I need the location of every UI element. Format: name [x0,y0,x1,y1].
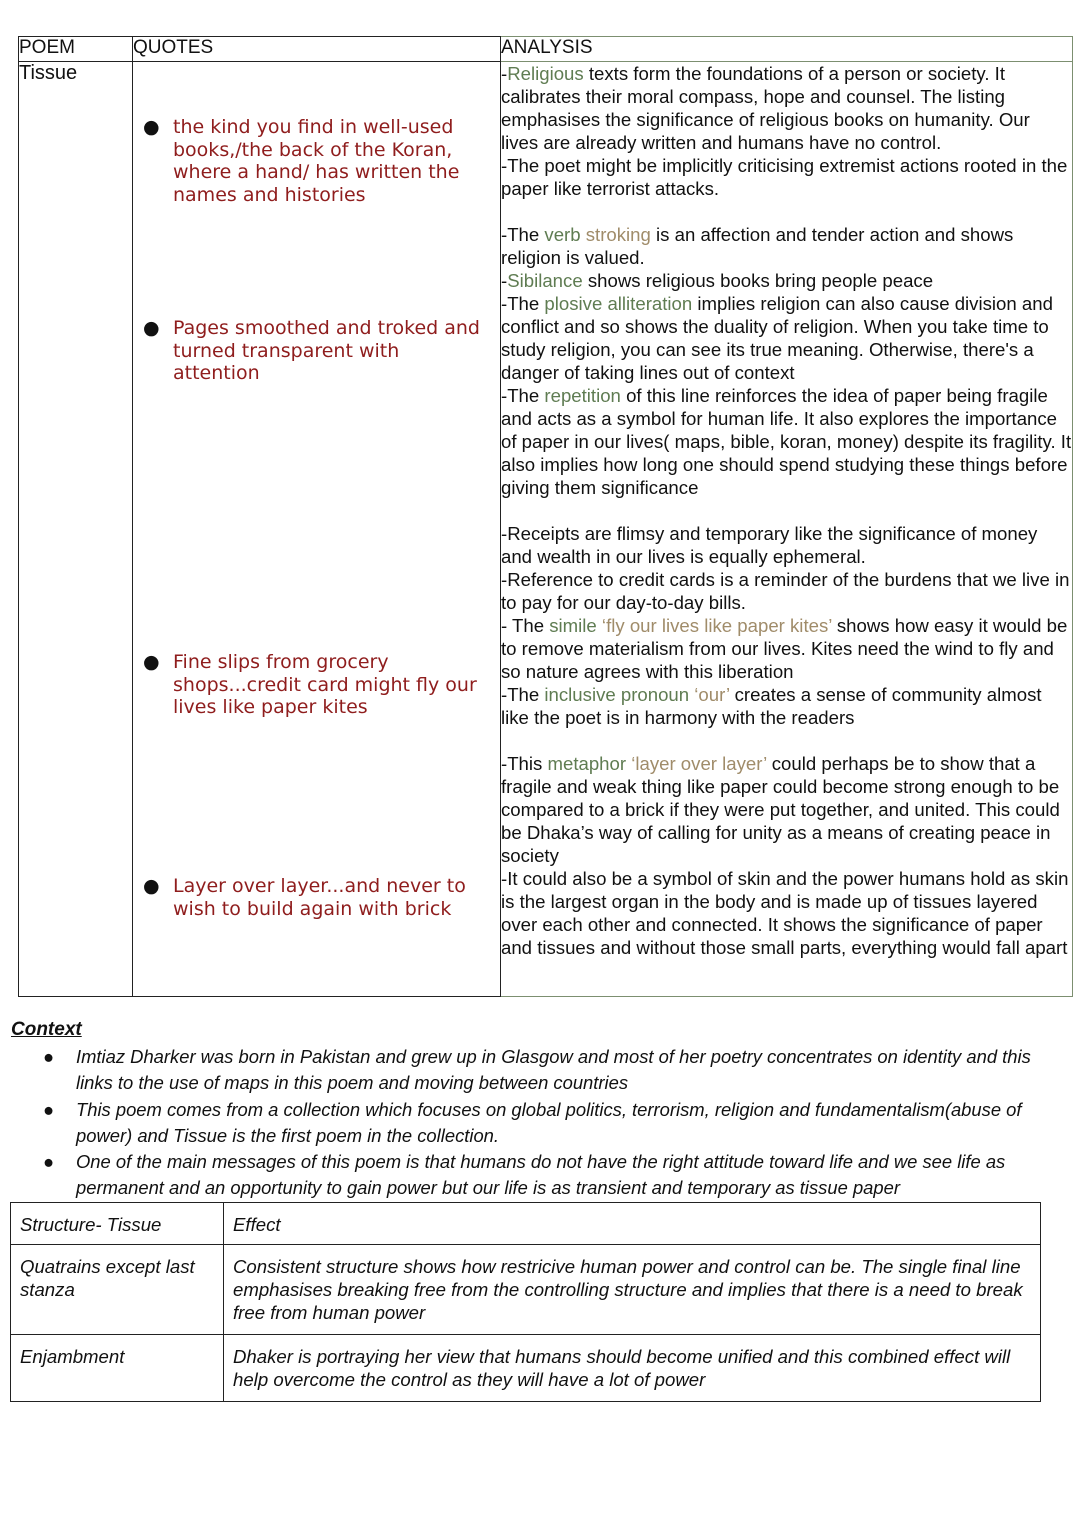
analysis-text: - The [501,615,550,636]
structure-header: Structure- Tissue [11,1203,224,1245]
analysis-paragraph: -The poet might be implicitly criticising extremist actions rooted in the paper like terrorist attacks. [501,155,1068,199]
poem-analysis-table [18,36,1073,997]
structure-effect: Dhaker is portraying her view that humans should become unified and this combined effect will help overcome the control as they will have a lot of power [224,1335,1041,1402]
header-row [19,37,1073,62]
structure-row [11,1245,1041,1335]
analysis-text: -The [501,293,545,314]
context-item [0,1097,1070,1150]
context-text: Imtiaz Dharker was born in Pakistan and grew up in Glasgow and most of her poetry concentrates on identity and this links to the use of maps in this poem and moving between countries [76,1046,1031,1094]
analysis-paragraph: -Receipts are flimsy and temporary like the significance of money and wealth in our lives is equally ephemeral. [501,523,1038,567]
analysis-text: of this line reinforces the idea of paper being fragile and acts as a symbol for human life. It also explores the importance of paper in our lives( maps, bible, koran, money) despite its fragility. It also implies how long one should spend studying these things before giving them significance [501,385,1072,498]
analysis-paragraph: -It could also be a symbol of skin and the power humans hold as skin is the largest organ in the body and is made up of tissues layered over each other and connected. It shows the significance of paper and tissues and without those small parts, everything would fall apart [501,868,1069,958]
term-stroking: stroking [580,224,651,245]
quote-fly-our-lives: ‘fly our lives like paper kites’ [596,615,832,636]
analysis-block-4 [501,752,1072,959]
analysis-paragraph [501,683,1072,729]
analysis-text: shows religious books bring people peace [582,270,934,291]
term-verb: verb [544,224,581,245]
analysis-text: implies religion can also cause division and conflict and so shows the duality of religion. When you take time to study religion, you can see its true meaning. Otherwise, there's a danger of taking lines out of context [501,293,1053,383]
analysis-block-2 [501,223,1072,499]
term-simile: simile [549,615,597,636]
structure-header-row [11,1203,1041,1245]
context-text: This poem comes from a collection which focuses on global politics, terrorism, religion and fundamentalism(abuse of power) and Tissue is the first poem in the collection. [76,1098,1022,1146]
analysis-text: -The [501,224,545,245]
term-repetition: repetition [544,385,621,406]
term-inclusive-pronoun: inclusive pronoun [544,684,690,705]
analysis-paragraph [501,269,1072,292]
effect-header: Effect [224,1203,1041,1245]
quote-2 [143,317,491,385]
quotes-cell [133,62,501,997]
quote-text: Layer over layer...and never to wish to build again with brick [173,875,466,920]
quote-4 [143,875,503,920]
analysis-text: texts form the foundations of a person or society. It calibrates their moral compass, hope and counsel. The listing emphasises the significance of religious books on humanity. Our lives are already written and humans have no control. [501,63,1030,153]
analysis-text: -The [501,385,545,406]
analysis-block-3 [501,522,1072,729]
quote-text: the kind you find in well-used books,/the back of the Koran, where a hand/ has written the names and histories [173,116,460,206]
analysis-paragraph [501,292,1072,384]
term-religious: Religious [507,63,584,84]
context-text: One of the main messages of this poem is that humans do not have the right attitude toward life and we see life as permanent and an opportunity to gain power but our life is as transient and temporary as tissue paper [76,1151,1006,1199]
term-plosive-alliteration: plosive alliteration [544,293,693,314]
term-metaphor: metaphor [547,753,627,774]
structure-device: Quatrains except last stanza [11,1245,224,1335]
analysis-text: -The [501,684,545,705]
dash: - [501,63,508,84]
analysis-text: - [501,270,508,291]
quote-text: Fine slips from grocery shops...credit card might fly our lives like paper kites [173,651,477,718]
bullet-icon: ● [143,875,160,897]
context-heading: Context [11,1019,82,1040]
poem-header: POEM [19,37,133,62]
bullet-icon: ● [143,651,160,673]
structure-effect: Consistent structure shows how restricive human power and control can be. The single final line emphasises breaking free from the controlling structure and implies that there is a need to break free from human power [224,1245,1041,1335]
bullet-icon: ● [43,1098,55,1120]
structure-table [10,1202,1041,1402]
quote-layer-over-layer: ‘layer over layer’ [626,753,767,774]
term-sibilance: Sibilance [507,270,583,291]
analysis-paragraph: -Reference to credit cards is a reminder of the burdens that we live in to pay for our day-to-day bills. [501,569,1070,613]
context-item [0,1044,1070,1097]
quotes-header: QUOTES [133,37,501,62]
analysis-block-1 [501,62,1072,200]
quote-our: ‘our’ [689,684,730,705]
analysis-text: creates a sense of community almost like the poet is in harmony with the readers [501,684,1042,728]
analysis-paragraph [501,223,1072,269]
bullet-icon: ● [143,317,160,339]
context-list [0,1044,1070,1202]
analysis-cell [501,62,1073,997]
quote-1 [143,116,491,206]
analysis-text: shows how easy it would be to remove materialism from our lives. Kites need the wind to fly and so nature agrees with this liberation [501,615,1068,682]
analysis-header: ANALYSIS [501,37,1073,62]
context-item [0,1149,1070,1202]
analysis-text: is an affection and tender action and shows religion is valued. [501,224,1014,268]
analysis-paragraph [501,752,1072,867]
tissue-row [19,62,1073,997]
quote-3 [143,651,503,719]
bullet-icon: ● [43,1151,55,1173]
analysis-paragraph [501,384,1072,499]
analysis-text: could perhaps be to show that a fragile and weak thing like paper could become strong enough to be compared to a brick if they were put together, and united. This could be Dhaka’s way of calling for unity as a means of creating peace in society [501,753,1060,866]
quote-text: Pages smoothed and troked and turned transparent with attention [173,317,480,384]
analysis-paragraph [501,614,1072,683]
analysis-text: -This [501,753,548,774]
bullet-icon: ● [43,1046,55,1067]
bullet-icon: ● [143,116,160,138]
poem-name: Tissue [19,62,133,997]
structure-row [11,1335,1041,1402]
structure-device: Enjambment [11,1335,224,1402]
analysis-paragraph [501,62,1072,154]
